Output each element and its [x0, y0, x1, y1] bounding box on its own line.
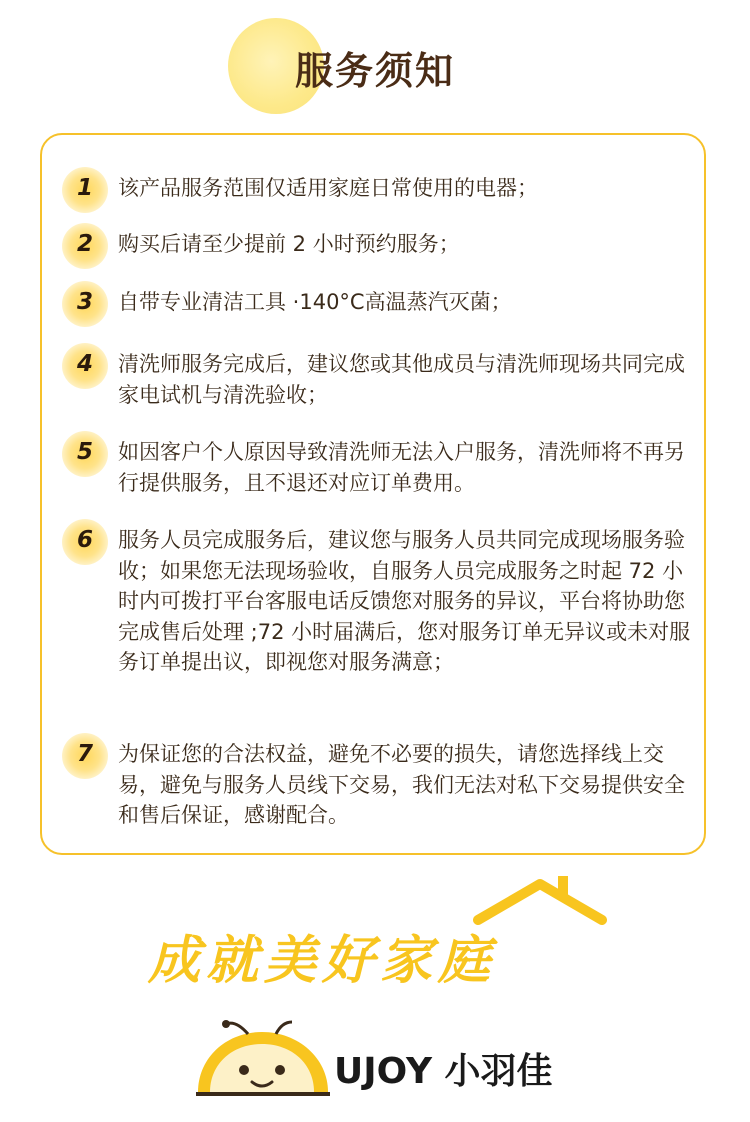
- number-badge: 7: [62, 733, 108, 779]
- number-badge: 3: [62, 281, 108, 327]
- brand-name: UJOY 小羽佳: [334, 1051, 553, 1092]
- notice-box: [40, 133, 706, 855]
- number-badge: 5: [62, 431, 108, 477]
- item-text: 如因客户个人原因导致清洗师无法入户服务，清洗师将不再另行提供服务，且不退还对应订单费用。: [118, 440, 685, 495]
- number-badge: 2: [62, 223, 108, 269]
- header: [0, 0, 750, 120]
- item-text: 购买后请至少提前 2 小时预约服务；: [118, 232, 460, 256]
- item-text: 服务人员完成服务后，建议您与服务人员共同完成现场服务验收；如果您无法现场验收，自服务人员完成服务之时起 72 小时内可拨打平台客服电话反馈您对服务的异议，平台将协助您完成售后处理 ;72 小时届满后，您对服务订单无异议或未对服务订单提出议，即视您对服务满意；: [118, 528, 691, 674]
- item-text: 自带专业清洁工具 ·140°C高温蒸汽灭菌；: [118, 290, 512, 314]
- number-badge: 4: [62, 343, 108, 389]
- page-title: 服务须知: [294, 49, 455, 93]
- item-text: 清洗师服务完成后，建议您或其他成员与清洗师现场共同完成家电试机与清洗验收；: [118, 352, 685, 407]
- item-text: 该产品服务范围仅适用家庭日常使用的电器；: [118, 176, 538, 200]
- number-badge: 1: [62, 167, 108, 213]
- slogan: 成就美好家庭: [148, 931, 497, 991]
- number-badge: 6: [62, 519, 108, 565]
- item-text: 为保证您的合法权益，避免不必要的损失，请您选择线上交易，避免与服务人员线下交易，我们无法对私下交易提供安全和售后保证，感谢配合。: [118, 742, 685, 827]
- bee-mascot-logo: [196, 1018, 332, 1098]
